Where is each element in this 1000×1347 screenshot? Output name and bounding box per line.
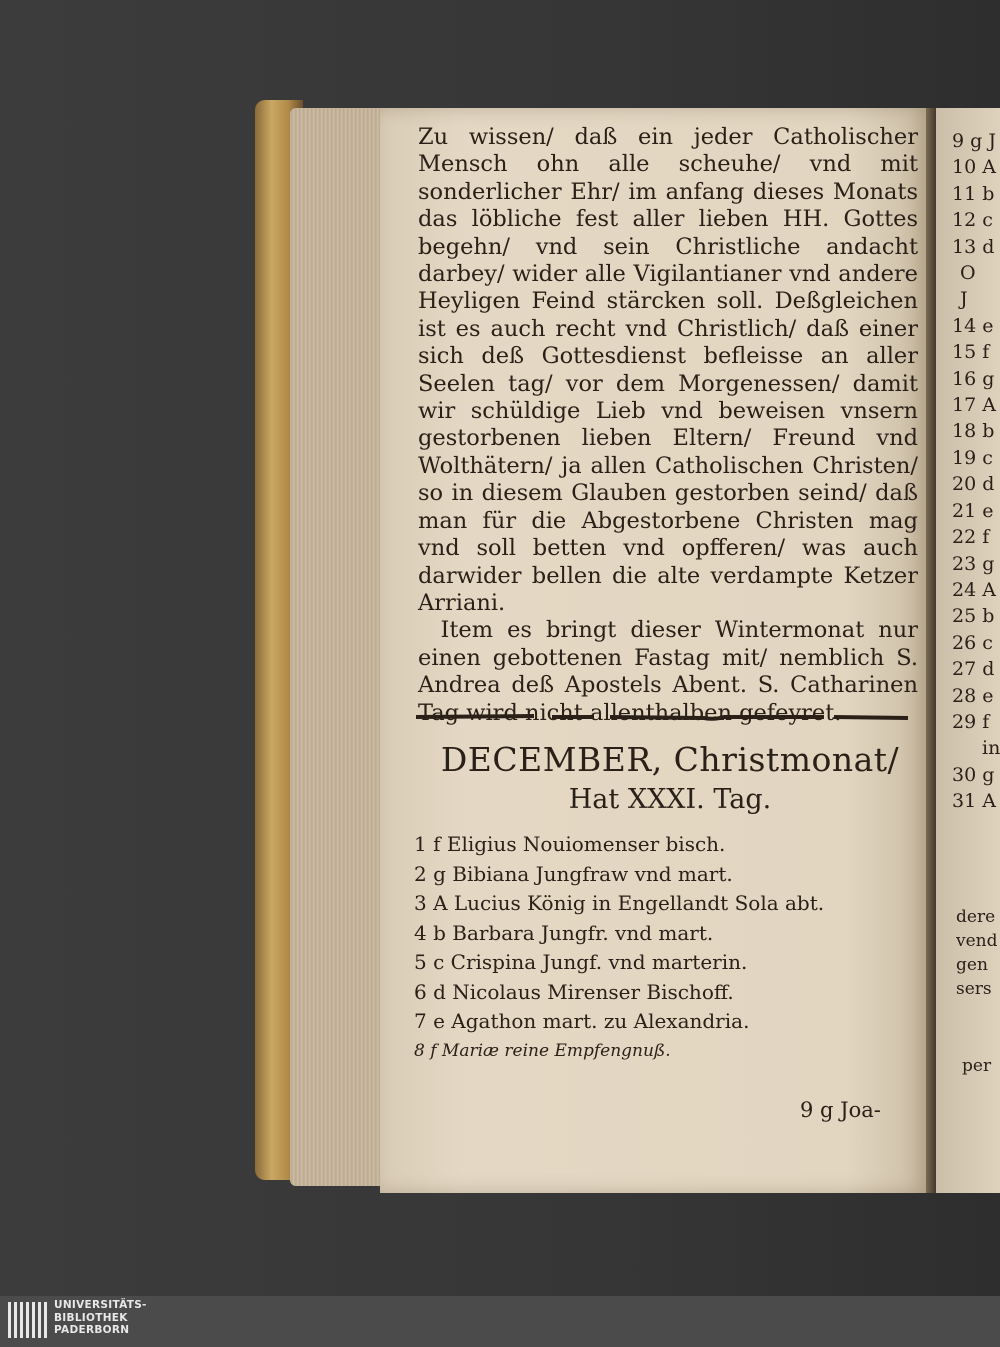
day-entry: 7 e Agathon mart. zu Alexandria. <box>414 1009 750 1033</box>
library-footer <box>0 1296 1000 1347</box>
right-page-day-column <box>952 128 1000 815</box>
paragraph-feast-days: Zu wissen/ daß ein jeder Catholischer Mensch ohn alle scheuhe/ vnd mit sonderlicher Ehr/ im anfang dieses Monats das löbliche fest aller lieben HH. Gottes begehn/ vnd sein Christliche andacht darbey/ wider alle Vigilantianer vnd andere Heyligen Feind stärcken soll. Deßgleichen ist es auch recht vnd Christlich/ daß einer sich deß Gottesdienst befleisse an aller Seelen tag/ vor dem Morgenessen/ damit wir schüldige Lieb vnd beweisen vnsern gestorbenen lieben Eltern/ Freund vnd Wolthätern/ ja allen Catholischen Christen/ so in diesem Glauben gestorben seind/ daß man für die Abgestorbene Christen mag vnd soll betten vnd opfferen/ was auch darwider bellen die alte verdampte Ketzer Arriani. <box>418 124 918 616</box>
right-page-fragments <box>956 905 1000 1001</box>
right-line: 22 f <box>952 526 990 549</box>
day-entry: 2 g Bibiana Jungfraw vnd mart. <box>414 861 733 886</box>
december-day-list <box>414 830 894 1066</box>
right-line: 25 b <box>952 605 995 628</box>
right-line: 26 c <box>952 631 993 654</box>
right-line: 16 g <box>952 367 995 390</box>
right-line: 14 e <box>952 314 994 337</box>
month-subtitle: Hat XXXI. Tag. <box>568 784 772 815</box>
day-entry: 1 f Eligius Nouiomenser bisch. <box>414 832 726 856</box>
month-title: DECEMBER, Christmonat/ <box>440 740 900 779</box>
right-line: 9 g J <box>952 130 996 152</box>
november-notes <box>418 124 918 727</box>
right-fragment: gen <box>956 955 988 975</box>
ornamental-divider <box>414 710 910 724</box>
right-line: 20 d <box>952 473 995 496</box>
right-line: 13 d <box>952 235 995 258</box>
right-line: 23 g <box>952 552 995 575</box>
day-entry: 6 d Nicolaus Mirenser Bischoff. <box>414 979 734 1004</box>
right-line: J <box>960 288 968 311</box>
logo-line: UNIVERSITÄTS- <box>54 1299 147 1311</box>
right-line: 19 c <box>952 446 993 469</box>
right-line: 28 e <box>952 684 994 707</box>
day-entry-feast: 8 f Mariæ reine Empfengnuß. <box>414 1040 671 1061</box>
right-fragment: vend <box>956 931 998 951</box>
right-line: O <box>960 262 976 285</box>
right-line: 15 f <box>952 341 990 364</box>
right-line: 18 b <box>952 420 995 443</box>
paragraph-fasting: Item es bringt dieser Wintermonat nur einen gebottenen Fastag mit/ nemblich S. Andrea deß Apostels Abent. S. Catharinen Tag wird nicht allenthalben gefeyret. <box>418 617 918 726</box>
catchword: 9 g Joa- <box>800 1098 881 1122</box>
day-entry: 4 b Barbara Jungfr. vnd mart. <box>414 920 714 945</box>
day-entry: 3 A Lucius König in Engellandt Sola abt. <box>414 891 825 915</box>
right-line: in <box>982 737 1000 760</box>
right-line: 30 g <box>952 763 995 786</box>
page-edges <box>290 108 385 1186</box>
day-entry: 5 c Crispina Jungf. vnd marterin. <box>414 950 748 974</box>
right-fragment: sers <box>956 979 992 999</box>
logo-line: BIBLIOTHEK <box>54 1311 128 1324</box>
library-logo-text <box>54 1299 147 1337</box>
right-fragment: dere <box>956 907 996 927</box>
right-line: 21 e <box>952 499 994 522</box>
right-line: 10 A <box>952 156 996 179</box>
right-line: 17 A <box>952 394 996 417</box>
right-line: 27 d <box>952 658 995 681</box>
right-line: 29 f <box>952 710 990 733</box>
right-bottom-fragment: per <box>962 1056 992 1076</box>
logo-line: PADERBORN <box>54 1324 130 1336</box>
right-line: 11 b <box>952 182 995 205</box>
library-logo-icon <box>8 1302 48 1338</box>
right-line: 24 A <box>952 578 996 601</box>
right-line: 12 c <box>952 209 993 232</box>
right-line: 31 A <box>952 790 996 813</box>
